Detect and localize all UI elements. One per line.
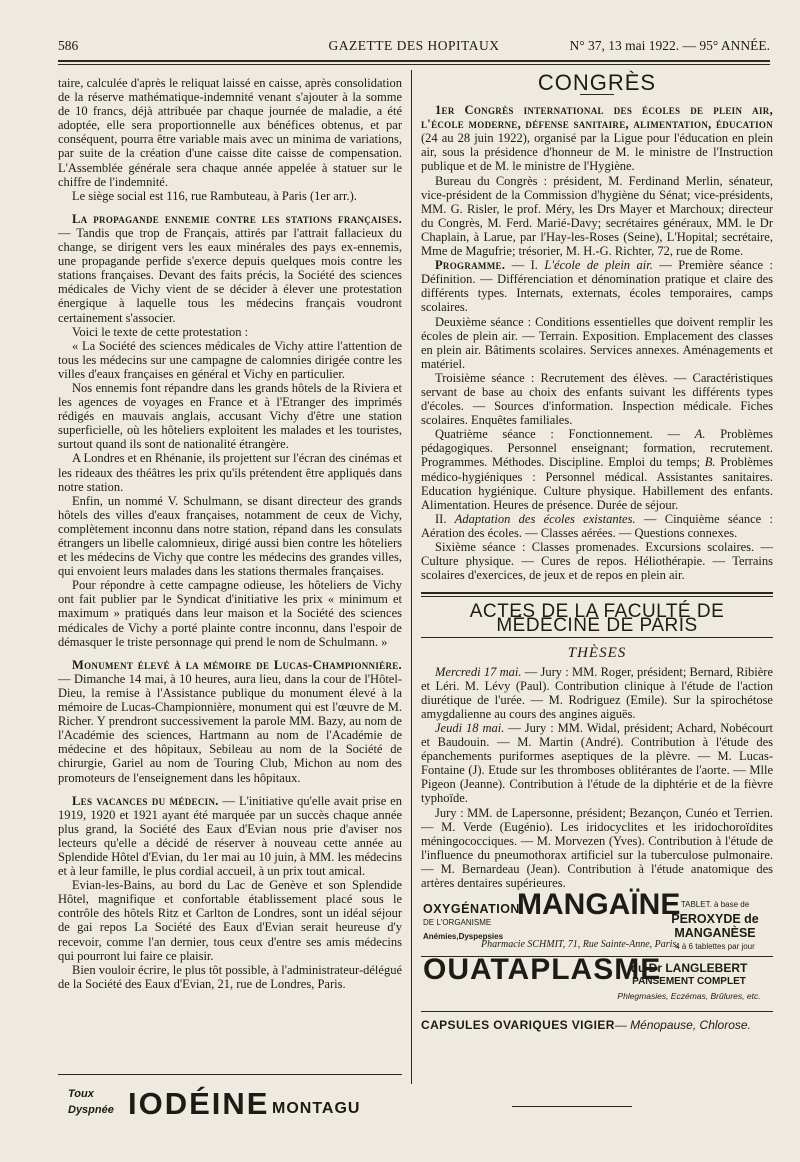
item-body: — Tandis que trop de Français, attirés par l'attrait fallacieux du change, se dirigent vers les eaux minérales des pays ex-ennemis, une propagande perfide s'exerce depuis quelques mois contre les stations françaises. Devant des faits précis, la Société des sciences médicales de Vichy vient de se décider à élever une protestation énergique à laquelle tous les médecins français voudront certainement s'associer. <box>58 225 402 325</box>
text-run: Problèmes pédagogiques. Personnel enseignant; formation, recrutement. Programmes. Méthodes. Discipline. Emploi du temps; <box>421 427 773 470</box>
programme-part-title: Adaptation des écoles existantes. <box>454 511 636 526</box>
ad-text: OXYGÉNATION <box>423 902 520 917</box>
capsules-advertisement <box>421 1011 773 1032</box>
paragraph: Le siège social est 116, rue Rambuteau, à Paris (1er arr.). <box>72 188 357 203</box>
these-entry <box>421 721 773 806</box>
text-run: Quatrième séance : Fonctionnement. — <box>435 427 695 442</box>
text-run: A. <box>694 427 706 442</box>
paragraph: Bureau du Congrès : président, M. Ferdinand Merlin, sénateur, vice-président de la Commission d'hygiène du Sénat; vice-présidents, MM. G. Risler, le prof. Méry, les Drs Mayer et Marchoux; directeur du Congrès, M. Ferd. Marié-Davy; secrétaires généraux, MM. le Dr Chaplain, à Larue, par l'Hay-les-Roses (Seine), L'Hopital; secrétaire, Mme de Magufrie; trésorier, M. H.-G. Richter, 72, rue de Rome. <box>421 173 773 259</box>
paragraph: Voici le texte de cette protestation : <box>72 324 249 339</box>
ad-text: PEROXYDE de MANGANÈSE <box>671 912 759 941</box>
text-run: — Cinquième séance : Aération des écoles. — Classes aérées. — Questions connexes. <box>421 511 774 540</box>
these-date: Mercredi 17 mai. <box>435 664 522 679</box>
paragraph: Evian-les-Bains, au bord du Lac de Genève et son Splendide Hôtel, magnifique et confortable établissement placé sous le contrôle des hôtels Ritz et Carlton de Londres, sont un idéal séjour de gai repos La Société des Eaux d'Evian serait heureuse d'y recevoir, comme l'an dernier, tous ceux d'entre ses amis médecins qui pourront lui faire ce plaisir. <box>58 878 402 963</box>
ad-text: Anémies,Dyspepsies <box>423 932 504 942</box>
ad-brand-montagu: MONTAGU <box>272 1100 361 1117</box>
paragraph <box>421 427 773 512</box>
these-body: — Jury : MM. Roger, président; Bernard, Ribière et Léri. M. Lévy (Paul). Contribution clinique à l'étude de l'action diurétique de l'urée. — M. Rodriguez (Emile). Sur la spirochétose amygdalienne au cours des angines aiguës. <box>421 664 773 721</box>
programme <box>421 258 773 314</box>
page-header <box>58 38 770 58</box>
ad-text: Phlegmasies, Eczémas, Brûlures, etc. <box>617 991 761 1002</box>
ad-brand-mangaine: MANGAÏNE <box>517 888 681 922</box>
paragraph: « La Société des sciences médicales de Vichy attire l'attention de tous les médecins sur une campagne de calomnies dirigée contre les villes d'eaux françaises en général et Vichy en particulier. <box>58 338 402 381</box>
ad-brand-ouataplasme: OUATAPLASME <box>423 953 662 987</box>
right-column <box>421 70 774 1033</box>
paragraph: Bien vouloir écrire, le plus tôt possible, à l'administrateur-délégué de la Société des Eaux d'Evian, 21, rue de Londres, Paris. <box>58 962 402 991</box>
section-rule-thin <box>421 596 773 597</box>
ad-pharmacy: Pharmacie SCHMIT, 71, Rue Sainte-Anne, Paris. <box>481 939 679 951</box>
item-heading: La propagande ennemie contre les stations françaises. <box>72 211 402 226</box>
these-entry: Jury : MM. de Lapersonne, président; Bezançon, Cunéo et Terrien. — M. Verde (Eugénio). Les iridocyclites et les iridochoroïdites méningococciques. — M. Morvezen (Yves). Contribution à l'étude de l'influence du pneumothorax artificiel sur la tuberculose pulmonaire. — M. Bernardeau (Jean). Contribution à l'étude anatomique des artères dentaires supérieures. <box>421 805 773 890</box>
ad-text: PANSEMENT COMPLET <box>632 976 746 988</box>
ad-brand-capsules: CAPSULES OVARIQUES VIGIER <box>421 1018 615 1033</box>
ornament-rule <box>512 1106 632 1107</box>
ouataplasme-advertisement <box>421 953 773 1005</box>
text-run: Problèmes médico-hygiéniques : Personnel médical. Assistantes sanitaires. Education hygiénique. Culture physique. Habillement des enfants. Alimentation. Heures de présence. Durée de séjour. <box>421 455 773 512</box>
news-item-vacances <box>58 794 402 879</box>
section-rule-thin <box>421 637 773 638</box>
item-body: (24 au 28 juin 1922), organisé par la Ligue pour l'éducation en plein air, sous la présidence d'honneur de M. le ministre de l'Instruction publique et de M. le ministre de l'Hygiène. <box>421 131 773 174</box>
these-body: — Jury : MM. Widal, président; Achard, Nobécourt et Baudouin. — M. Martin (André). Contribution à l'étude des épanchements puriformes aseptiques de la plèvre. — M. Lucas-Fontaine (J). Etude sur les thromboses oblitérantes de l'aorte. — Mlle Pigeon (Jeanne). Contribution à l'étude de la diphtérie et de la fièvre typhoïde. <box>421 720 773 806</box>
ad-indications <box>68 1086 114 1118</box>
subsection-title-theses: THÈSES <box>567 645 627 662</box>
programme-part-title: L'école de plein air. <box>544 258 653 273</box>
item-heading: Monument élevé à la mémoire de Lucas-Championnière. <box>72 657 402 672</box>
text-run: B. <box>704 455 716 470</box>
page-number: 586 <box>58 38 79 53</box>
news-item-propagande <box>58 212 402 325</box>
programme-part: — I. <box>505 258 545 273</box>
paragraph: Enfin, un nommé V. Schulmann, se disant directeur des grands hôtels des villes d'eaux françaises, notamment de ceux de Vichy, complètement inconnu dans notre station, répand dans les consulats étrangers un libelle calomnieux, dirigé aussi bien contre les hôteliers et les médecins de Vichy que contre les médecins des grandes villes, qui envoient leurs malades dans les stations thermales françaises. <box>58 493 402 579</box>
paragraph: Deuxième séance : Conditions essentielles que doivent remplir les écoles de plein air. — Terrain. Exposition. Emplacement des classes en plein air. Bâtiments scolaires. Services annexes. Aménagements et matériel. <box>421 314 773 371</box>
paragraph: A Londres et en Rhénanie, ils projettent sur l'écran des cinémas et les rideaux des théâtres les prix qu'ils prétendent être appliqués dans notre station. <box>58 451 402 494</box>
programme-label: Programme. <box>435 258 506 273</box>
ad-text: DE L'ORGANISME <box>423 918 492 928</box>
header-rule <box>58 60 770 62</box>
ad-indications: — Ménopause, Chlorose. <box>614 1018 751 1033</box>
iodeine-advertisement <box>58 1082 402 1132</box>
news-item-monument <box>58 658 402 785</box>
item-body: — Dimanche 14 mai, à 10 heures, aura lieu, dans la cour de l'Hôtel-Dieu, la remise à l'Assistance publique du monument élevé à la mémoire de Lucas-Championnière, monument qui est l'œuvre de M. Richer. Y prendront successivement la parole MM. Bazy, au nom de l'Académie des sciences, Hartmann au nom de l'Académie de médecine et des hôpitaux, Sebileau au nom de la Société de chirurgie, Gariel au nom de Touring Club, Michon au nom des promoteurs de l'enseignement dans les hôpitaux. <box>58 671 402 785</box>
ad-langlebert <box>605 961 773 1003</box>
these-entry <box>421 665 773 721</box>
ad-dyspnee: Dyspnée <box>68 1104 114 1116</box>
text-run: II. <box>435 511 455 526</box>
ad-toux: Toux <box>68 1088 94 1100</box>
paragraph: taire, calculée d'après le reliquat laissé en caisse, après consolidation de la réserve mathématique-indemnité venant s'ajouter à la somme de 10 francs, déjà attribuée par chaque journée de maladie, a été adoptée, elle sera proportionnelle aux bénéfices obtenus, et par conséquent, pourra être variable mais avec un minima de variations, par suite de la création d'une caisse dite caisse de compensation. L'Assemblée générale sera chaque année appelée à statuer sur le chiffre de l'indemnité. <box>58 76 402 189</box>
item-heading: Les vacances du médecin. <box>72 793 219 808</box>
mangaine-advertisement <box>421 888 773 954</box>
programme-body: — Première séance : Définition. — Différenciation et dénomination pratique et claire des différents types. Internats, externats, écoles temporaires, camps scolaires. <box>421 258 773 315</box>
section-rule <box>421 592 773 594</box>
news-item-congres <box>421 103 773 173</box>
journal-title: GAZETTE DES HOPITAUX <box>328 38 500 53</box>
ad-brand-iodeine: IODÉINE <box>128 1086 270 1121</box>
ad-rule <box>58 1074 402 1075</box>
ad-text: 4 à 6 tablettes par jour <box>675 942 755 952</box>
column-divider <box>411 70 412 1084</box>
ad-text: TABLET. à base de <box>680 900 750 910</box>
paragraph: Sixième séance : Classes promenades. Excursions scolaires. — Culture physique. — Cures de repos. Héliothérapie. — Terrains scolaires d'exercices, de jeux et de repos en plein air. <box>421 540 773 583</box>
left-column <box>58 76 402 991</box>
ad-text: du Dr LANGLEBERT <box>630 961 748 976</box>
paragraph: Nos ennemis font répandre dans les grands hôtels de la Riviera et les agences de voyages en France et à l'Etranger des imprimés rédigés en mauvais anglais, accusant Vichy d'être une station superficielle, où les hôteliers exploitent les malades et les touristes, surtout quand ils sont de nationalité étrangère. <box>58 380 402 452</box>
section-title-congres: CONGRÈS <box>537 70 657 95</box>
paragraph: Pour répondre à cette campagne odieuse, les hôteliers de Vichy ont fait publier par le Syndicat d'initiative les prix « minimum et maximum » pratiqués dans leur maison et la Société des sciences médicales de Vichy a porté plainte contre inconnu, dans l'espoir de démasquer le triste personnage qui prend le nom de Schulmann. » <box>58 578 402 649</box>
item-body: — L'initiative qu'elle avait prise en 1919, 1920 et 1921 ayant été marquée par un succès chaque année plus grand, la Société des Eaux d'Evian nous prie d'aviser nos lecteurs qu'elle a décidé de réserver à nouveau cette année au Splendide Hôtel d'Evian, du 1er mai au 10 juin, à MM. les médecins et à leur famille, le plus cordial accueil, à un prix tout amical. <box>58 793 402 879</box>
issue-info: N° 37, 13 mai 1922. — 95° ANNÉE. <box>569 38 770 53</box>
section-title-actes: ACTES DE LA FACULTÉ DE MÉDECINE DE PARIS <box>469 601 725 637</box>
paragraph: Troisième séance : Recrutement des élèves. — Caractéristiques servant de base au choix des enfants suivant les différents types d'écoles. — Sources d'information. Inspection médicale. Fiches scolaires. Enquêtes familiales. <box>421 370 773 428</box>
these-date: Jeudi 18 mai. <box>435 720 505 735</box>
paragraph <box>421 512 773 540</box>
header-rule-thin <box>58 64 770 65</box>
item-heading: 1er Congrès international des écoles de plein air, l'école moderne, défense sanitaire, alimentation, éducation <box>421 103 773 132</box>
